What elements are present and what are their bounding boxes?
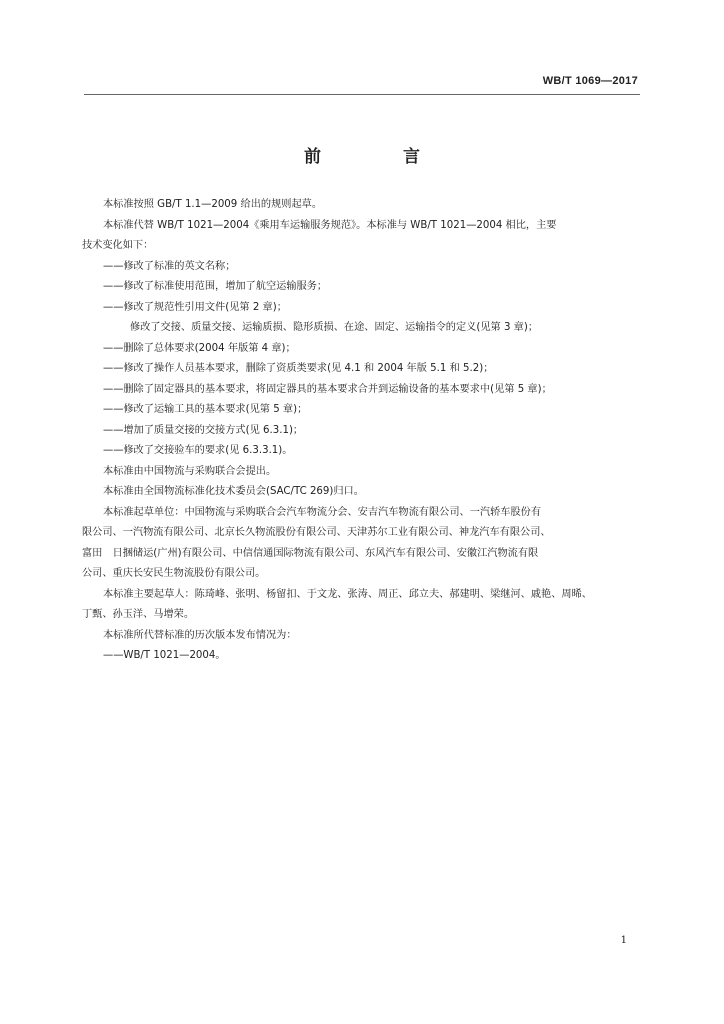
paragraph-replaces-cont: 技术变化如下： bbox=[82, 240, 154, 251]
change-item: ——增加了质量交接的交接方式(见 6.3.1)； bbox=[103, 424, 304, 436]
change-item: ——修改了操作人员基本要求，删除了资质类要求(见 4.1 和 2004 年版 5.1 和 5.2)； bbox=[103, 363, 494, 374]
change-item: ——修改了运输工具的基本要求(见第 5 章)； bbox=[103, 404, 308, 415]
change-item: ——修改了标准的英文名称； bbox=[103, 260, 236, 272]
paragraph-drafting-rule: 本标准按照 GB/T 1.1—2009 给出的规则起草。 bbox=[103, 199, 323, 210]
change-item: ——删除了固定器具的基本要求，将固定器具的基本要求合并到运输设备的基本要求中(见第 5 章)； bbox=[103, 383, 552, 395]
change-item: 修改了交接、质量交接、运输质损、隐形质损、在途、固定、运输指令的定义(见第 3 章)； bbox=[130, 322, 539, 333]
change-item: ——删除了总体要求(2004 年版第 4 章)； bbox=[103, 342, 296, 354]
change-item: ——修改了规范性引用文件(见第 2 章)； bbox=[103, 301, 287, 313]
header-rule bbox=[84, 94, 640, 95]
paragraph-history: 本标准所代替标准的历次版本发布情况为： bbox=[103, 629, 297, 641]
paragraph-drafters: 本标准主要起草人：陈琦峰、张明、杨留扣、于文龙、张涛、周正、邱立夫、郝建明、梁继河、戚艳、周晞、 bbox=[103, 588, 592, 600]
paragraph-drafting-units-cont: 公司、重庆长安民生物流股份有限公司。 bbox=[82, 568, 266, 579]
paragraph-drafting-units-cont: 富田 日捆储运(广州)有限公司、中信信通国际物流有限公司、东风汽车有限公司、安徽江汽物流有限 bbox=[82, 547, 539, 559]
foreword-body bbox=[82, 195, 642, 667]
paragraph-proposer: 本标准由中国物流与采购联合会提出。 bbox=[103, 465, 277, 477]
change-item: ——修改了标准使用范围，增加了航空运输服务； bbox=[103, 281, 328, 292]
paragraph-replaces: 本标准代替 WB/T 1021—2004《乘用车运输服务规范》。本标准与 WB/T 1021—2004 相比，主要 bbox=[103, 219, 557, 231]
standard-code: WB/T 1069—2017 bbox=[542, 75, 638, 87]
history-item: ——WB/T 1021—2004。 bbox=[103, 650, 226, 661]
paragraph-drafters-cont: 丁甄、孙玉洋、马增荣。 bbox=[82, 609, 195, 620]
paragraph-drafting-units-cont: 限公司、一汽物流有限公司、北京长久物流股份有限公司、天津苏尔工业有限公司、神龙汽车有限公司、 bbox=[82, 527, 551, 538]
paragraph-drafting-units: 本标准起草单位：中国物流与采购联合会汽车物流分会、安吉汽车物流有限公司、一汽轿车股份有 bbox=[103, 506, 542, 518]
paragraph-committee: 本标准由全国物流标准化技术委员会(SAC/TC 269)归口。 bbox=[103, 486, 364, 497]
page-number: 1 bbox=[620, 935, 627, 946]
change-item: ——修改了交接验车的要求(见 6.3.3.1)。 bbox=[103, 445, 293, 456]
page-title: 前 言 bbox=[304, 147, 458, 167]
